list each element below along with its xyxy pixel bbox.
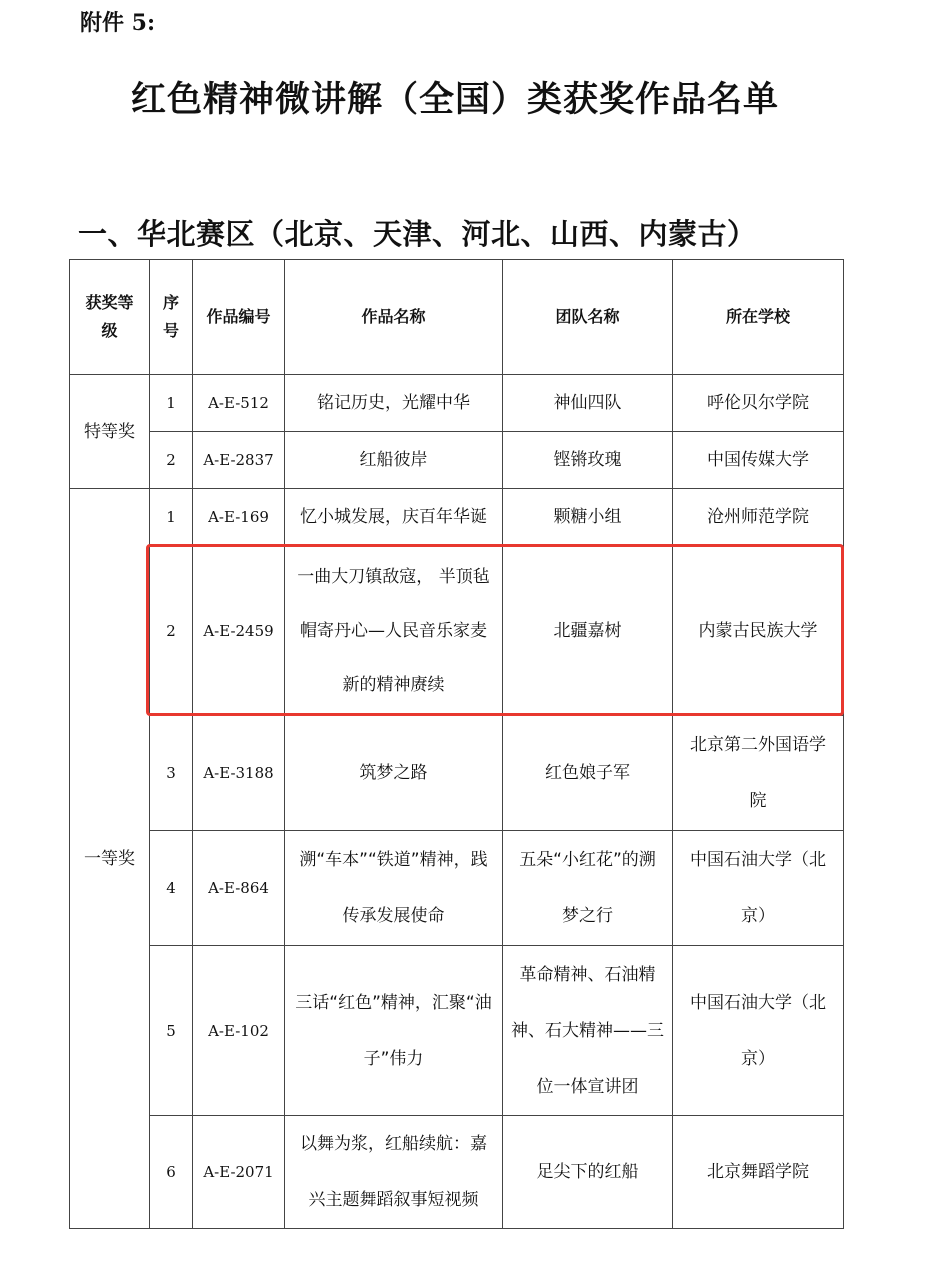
team-name: 颗糖小组 (503, 489, 673, 546)
award-level-cell: 一等奖 (70, 489, 150, 1229)
school-name: 呼伦贝尔学院 (673, 375, 844, 432)
table-row (70, 1116, 844, 1229)
column-header-team: 团队名称 (503, 260, 673, 375)
award-level-cell: 特等奖 (70, 375, 150, 489)
awards-table (69, 259, 844, 1229)
row-number: 2 (150, 432, 193, 489)
document-title: 红色精神微讲解（全国）类获奖作品名单 (130, 80, 779, 120)
table-header-row (70, 260, 844, 375)
row-number: 6 (150, 1116, 193, 1229)
work-title: 一曲大刀镇敌寇， 半顶毡帽寄丹心—人民音乐家麦新的精神赓续 (285, 546, 503, 716)
work-title: 铭记历史，光耀中华 (285, 375, 503, 432)
school-name: 中国石油大学（北京） (673, 946, 844, 1116)
team-name: 足尖下的红船 (503, 1116, 673, 1229)
row-number: 3 (150, 716, 193, 831)
table-row (70, 946, 844, 1116)
work-title: 红船彼岸 (285, 432, 503, 489)
column-header-work: 作品名称 (285, 260, 503, 375)
work-title: 溯“车本”“铁道”精神，践传承发展使命 (285, 831, 503, 946)
school-name: 内蒙古民族大学 (673, 546, 844, 716)
row-number: 2 (150, 546, 193, 716)
row-number: 1 (150, 375, 193, 432)
team-name: 五朵“小红花”的溯梦之行 (503, 831, 673, 946)
attachment-label: 附件 5: (80, 10, 156, 36)
table-row (70, 375, 844, 432)
row-number: 1 (150, 489, 193, 546)
team-name: 北疆嘉树 (503, 546, 673, 716)
table-row (70, 831, 844, 946)
work-title: 筑梦之路 (285, 716, 503, 831)
team-name: 红色娘子军 (503, 716, 673, 831)
school-name: 沧州师范学院 (673, 489, 844, 546)
column-header-school: 所在学校 (673, 260, 844, 375)
work-code: A-E-512 (193, 375, 285, 432)
row-number: 4 (150, 831, 193, 946)
section-title: 一、华北赛区（北京、天津、河北、山西、内蒙古） (78, 217, 757, 251)
school-name: 中国石油大学（北京） (673, 831, 844, 946)
work-code: A-E-2071 (193, 1116, 285, 1229)
work-code: A-E-2837 (193, 432, 285, 489)
work-code: A-E-102 (193, 946, 285, 1116)
work-code: A-E-864 (193, 831, 285, 946)
school-name: 北京第二外国语学院 (673, 716, 844, 831)
work-title: 忆小城发展，庆百年华诞 (285, 489, 503, 546)
school-name: 中国传媒大学 (673, 432, 844, 489)
team-name: 革命精神、石油精神、石大精神——三位一体宣讲团 (503, 946, 673, 1116)
table-row-highlighted (70, 546, 844, 716)
school-name: 北京舞蹈学院 (673, 1116, 844, 1229)
team-name: 神仙四队 (503, 375, 673, 432)
team-name: 铿锵玫瑰 (503, 432, 673, 489)
work-code: A-E-3188 (193, 716, 285, 831)
column-header-level: 获奖等级 (70, 260, 150, 375)
row-number: 5 (150, 946, 193, 1116)
column-header-code: 作品编号 (193, 260, 285, 375)
table-row (70, 432, 844, 489)
work-code: A-E-169 (193, 489, 285, 546)
column-header-number: 序号 (150, 260, 193, 375)
table-row (70, 716, 844, 831)
table-row (70, 489, 844, 546)
work-title: 以舞为浆，红船续航：嘉兴主题舞蹈叙事短视频 (285, 1116, 503, 1229)
work-code: A-E-2459 (193, 546, 285, 716)
work-title: 三话“红色”精神，汇聚“油子”伟力 (285, 946, 503, 1116)
